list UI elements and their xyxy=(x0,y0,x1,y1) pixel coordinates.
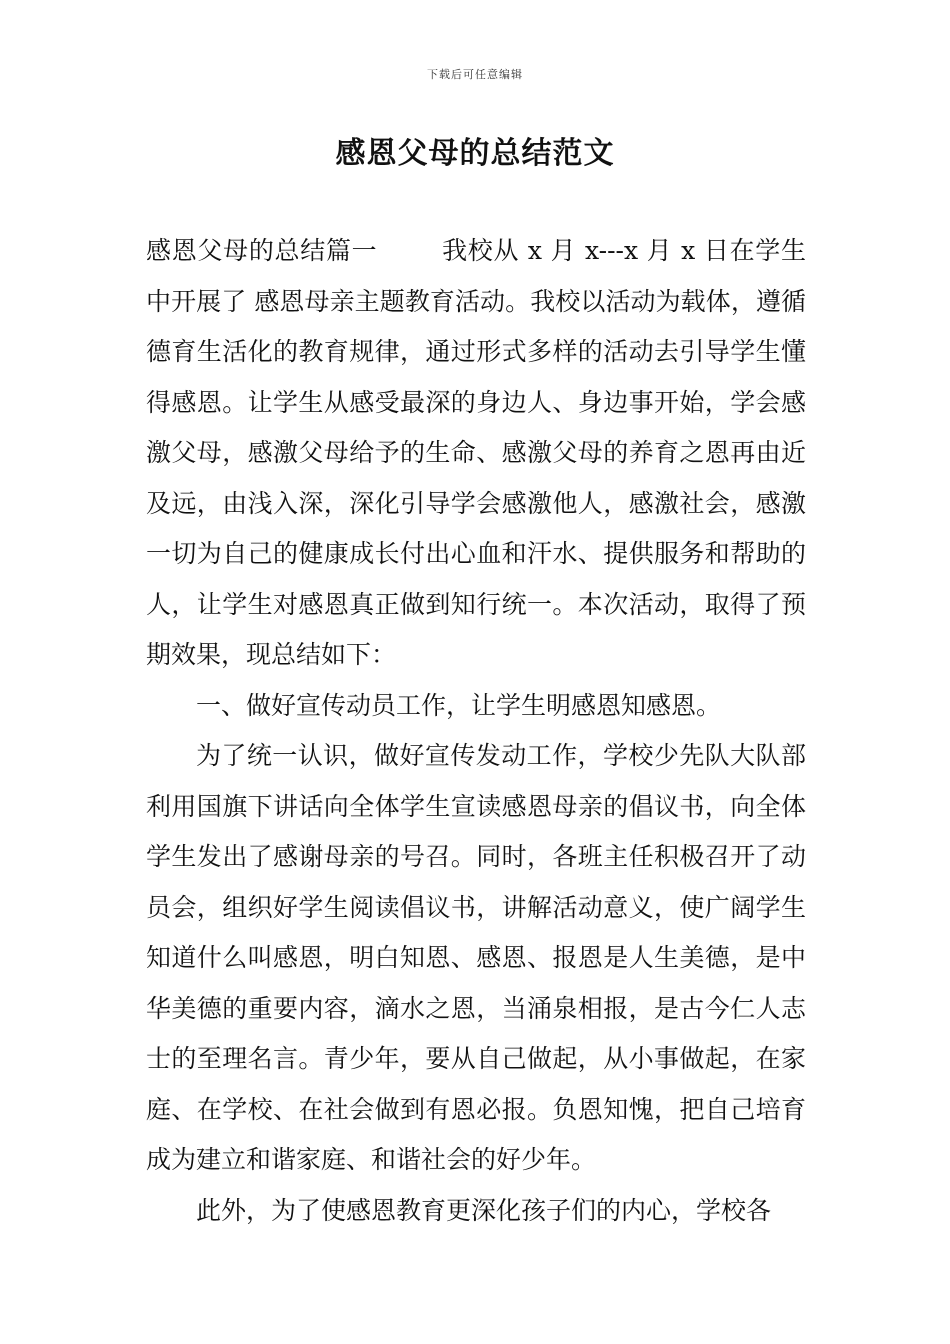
header-note: 下载后可任意编辑 xyxy=(427,68,523,81)
paragraph-additional: 此外，为了使感恩教育更深化孩子们的内心，学校各 xyxy=(196,1195,772,1225)
paragraph-intro xyxy=(146,226,806,681)
document-title: 感恩父母的总结范文 xyxy=(335,136,615,171)
paragraph-intro-text: 我校从 x 月 x---x 月 x 日在学生中开展了 感恩母亲主题教育活动。我校以活动为载体，遵循德育生活化的教育规律，通过形式多样的活动去引导学生懂得感恩。让学生从感受最深的身边人、身边事开始，学会感激父母，感激父母给予的生命、感激父母的养育之恩再由近及远，由浅入深，深化引导学会感激他人，感激社会，感激一切为自己的健康成长付出心血和汗水、提供服务和帮助的人，让学生对感恩真正做到知行统一。本次活动，取得了预期效果，现总结如下： xyxy=(146,236,806,669)
section-heading: 感恩父母的总结篇一 xyxy=(146,236,378,265)
document-body xyxy=(146,226,806,1236)
paragraph-section-one-body: 为了统一认识，做好宣传发动工作，学校少先队大队部利用国旗下讲话向全体学生宣读感恩母亲的倡议书，向全体学生发出了感谢母亲的号召。同时，各班主任积极召开了动员会，组织好学生阅读倡议书，讲解活动意义，使广阔学生知道什么叫感恩，明白知恩、感恩、报恩是人生美德，是中华美德的重要内容，滴水之恩，当涌泉相报，是古今仁人志士的至理名言。青少年，要从自己做起，从小事做起，在家庭、在学校、在社会做到有恩必报。负恩知愧，把自己培育成为建立和谐家庭、和谐社会的好少年。 xyxy=(146,741,806,1174)
paragraph-section-one-heading: 一、做好宣传动员工作，让学生明感恩知感恩。 xyxy=(196,690,722,720)
